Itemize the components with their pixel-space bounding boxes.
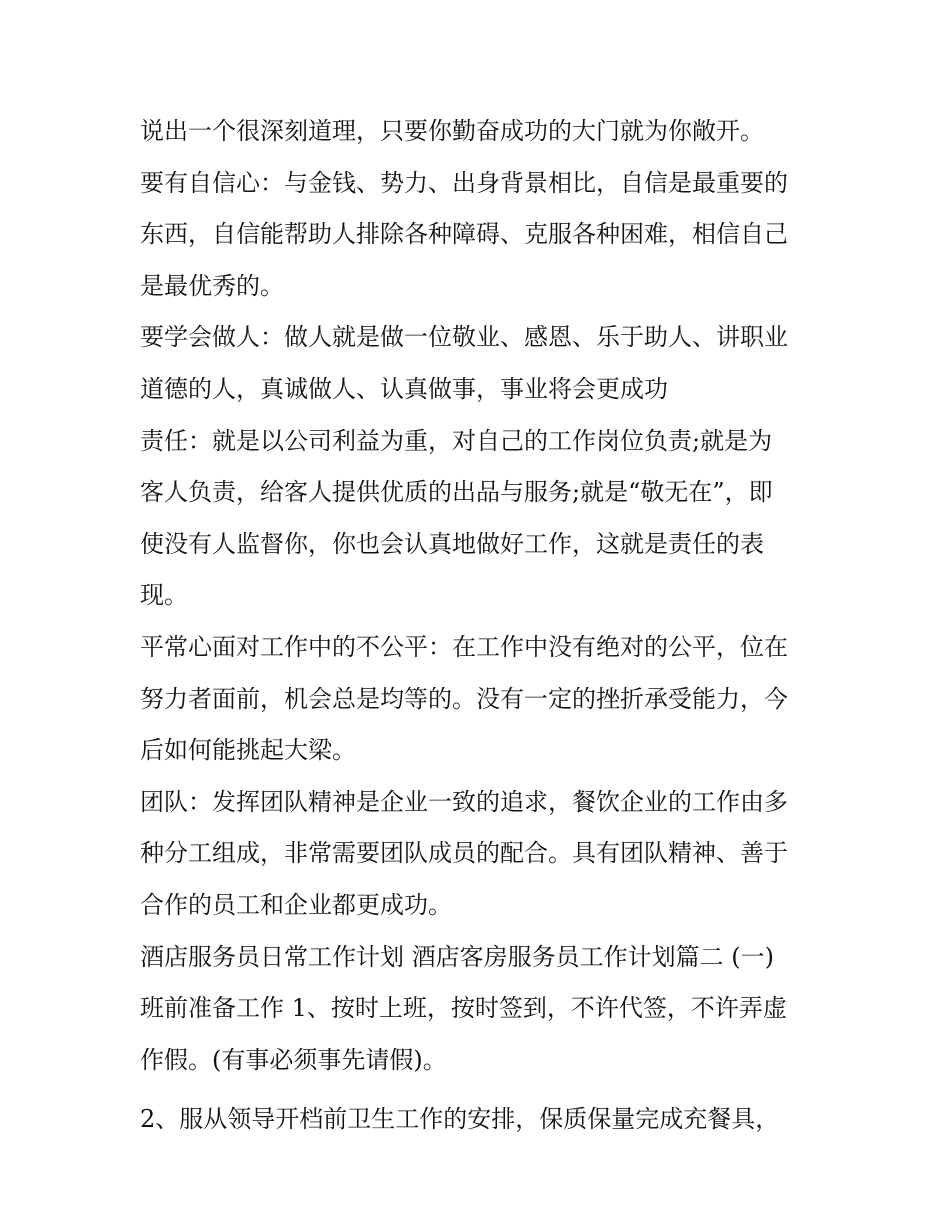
- text-line: 东西，自信能帮助人排除各种障碍、克服各种困难，相信自己: [140, 220, 788, 249]
- text-line: 要有自信心：与金钱、势力、出身背景相比，自信是最重要的: [140, 168, 788, 197]
- text-line: 要学会做人：做人就是做一位敬业、感恩、乐于助人、讲职业: [140, 323, 788, 352]
- text-line: 2、服从领导开档前卫生工作的安排，保质保量完成充餐具，: [140, 1105, 780, 1134]
- text-line: 使没有人监督你，你也会认真地做好工作，这就是责任的表: [140, 529, 764, 558]
- document-body: [140, 106, 820, 1146]
- text-line: 酒店服务员日常工作计划 酒店客房服务员工作计划篇二 (一): [140, 942, 774, 971]
- text-line: 现。: [140, 581, 188, 610]
- text-line: 客人负责，给客人提供优质的出品与服务;就是“敬无在”，即: [140, 478, 773, 507]
- text-line: 班前准备工作 1、按时上班，按时签到，不许代签，不许弄虚: [140, 994, 787, 1023]
- text-line: 平常心面对工作中的不公平：在工作中没有绝对的公平，位在: [140, 632, 788, 661]
- text-line: 合作的员工和企业都更成功。: [140, 890, 452, 919]
- text-line: 道德的人，真诚做人、认真做事，事业将会更成功: [140, 374, 668, 403]
- text-line: 责任：就是以公司利益为重，对自己的工作岗位负责;就是为: [140, 426, 773, 455]
- text-line: 努力者面前，机会总是均等的。没有一定的挫折承受能力，今: [140, 684, 788, 713]
- text-line: 后如何能挑起大梁。: [140, 736, 356, 765]
- text-line: 作假。(有事必须事先请假)。: [140, 1045, 447, 1074]
- text-line: 种分工组成，非常需要团队成员的配合。具有团队精神、善于: [140, 839, 788, 868]
- text-line: 团队：发挥团队精神是企业一致的追求，餐饮企业的工作由多: [140, 787, 788, 816]
- text-line: 说出一个很深刻道理，只要你勤奋成功的大门就为你敞开。: [140, 117, 764, 145]
- text-line: 是最优秀的。: [140, 271, 284, 300]
